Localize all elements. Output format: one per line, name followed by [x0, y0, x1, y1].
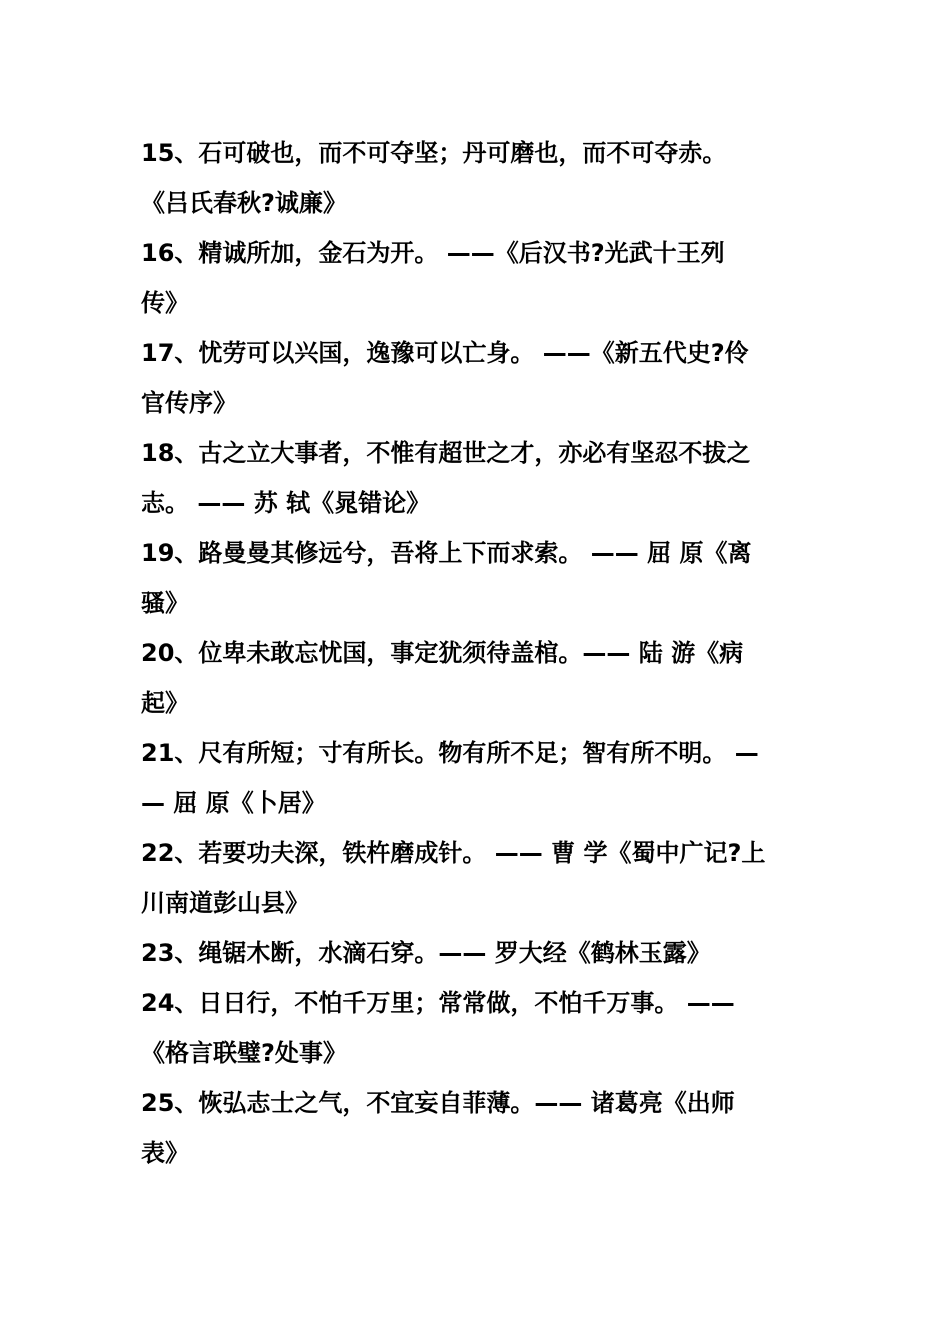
text-line: 24、日日行，不怕千万里；常常做，不怕千万事。 ——	[141, 989, 735, 1017]
text-line: 官传序》	[141, 389, 237, 417]
text-line: 21、尺有所短；寸有所长。物有所不足；智有所不明。 —	[141, 739, 759, 767]
text-line: 19、路曼曼其修远兮，吾将上下而求索。 —— 屈 原《离	[141, 539, 752, 567]
text-line: 20、位卑未敢忘忧国，事定犹须待盖棺。—— 陆 游《病	[141, 639, 744, 667]
text-line: 志。 —— 苏 轼《晁错论》	[141, 489, 431, 517]
text-line: 骚》	[141, 589, 189, 617]
text-line: 17、忧劳可以兴国，逸豫可以亡身。 ——《新五代史?伶	[141, 339, 749, 367]
text-line: 22、若要功夫深，铁杵磨成针。 —— 曹 学《蜀中广记?上	[141, 839, 766, 867]
text-line: 表》	[141, 1139, 189, 1167]
text-line: 传》	[141, 289, 189, 317]
text-line: — 屈 原《卜居》	[141, 789, 326, 817]
text-line: 25、恢弘志士之气，不宜妄自菲薄。—— 诸葛亮《出师	[141, 1089, 735, 1117]
text-line: 川南道彭山县》	[141, 889, 309, 917]
text-line: 18、古之立大事者，不惟有超世之才，亦必有坚忍不拔之	[141, 439, 751, 467]
text-line: 《吕氏春秋?诚廉》	[141, 189, 347, 217]
text-line: 16、精诚所加，金石为开。 ——《后汉书?光武十王列	[141, 239, 725, 267]
text-line: 15、石可破也，而不可夺坚；丹可磨也，而不可夺赤。	[141, 139, 727, 167]
text-line: 《格言联璧?处事》	[141, 1039, 347, 1067]
quotes-text-block	[141, 128, 813, 1178]
text-line: 23、绳锯木断，水滴石穿。—— 罗大经《鹤林玉露》	[141, 939, 711, 967]
text-line: 起》	[141, 689, 189, 717]
